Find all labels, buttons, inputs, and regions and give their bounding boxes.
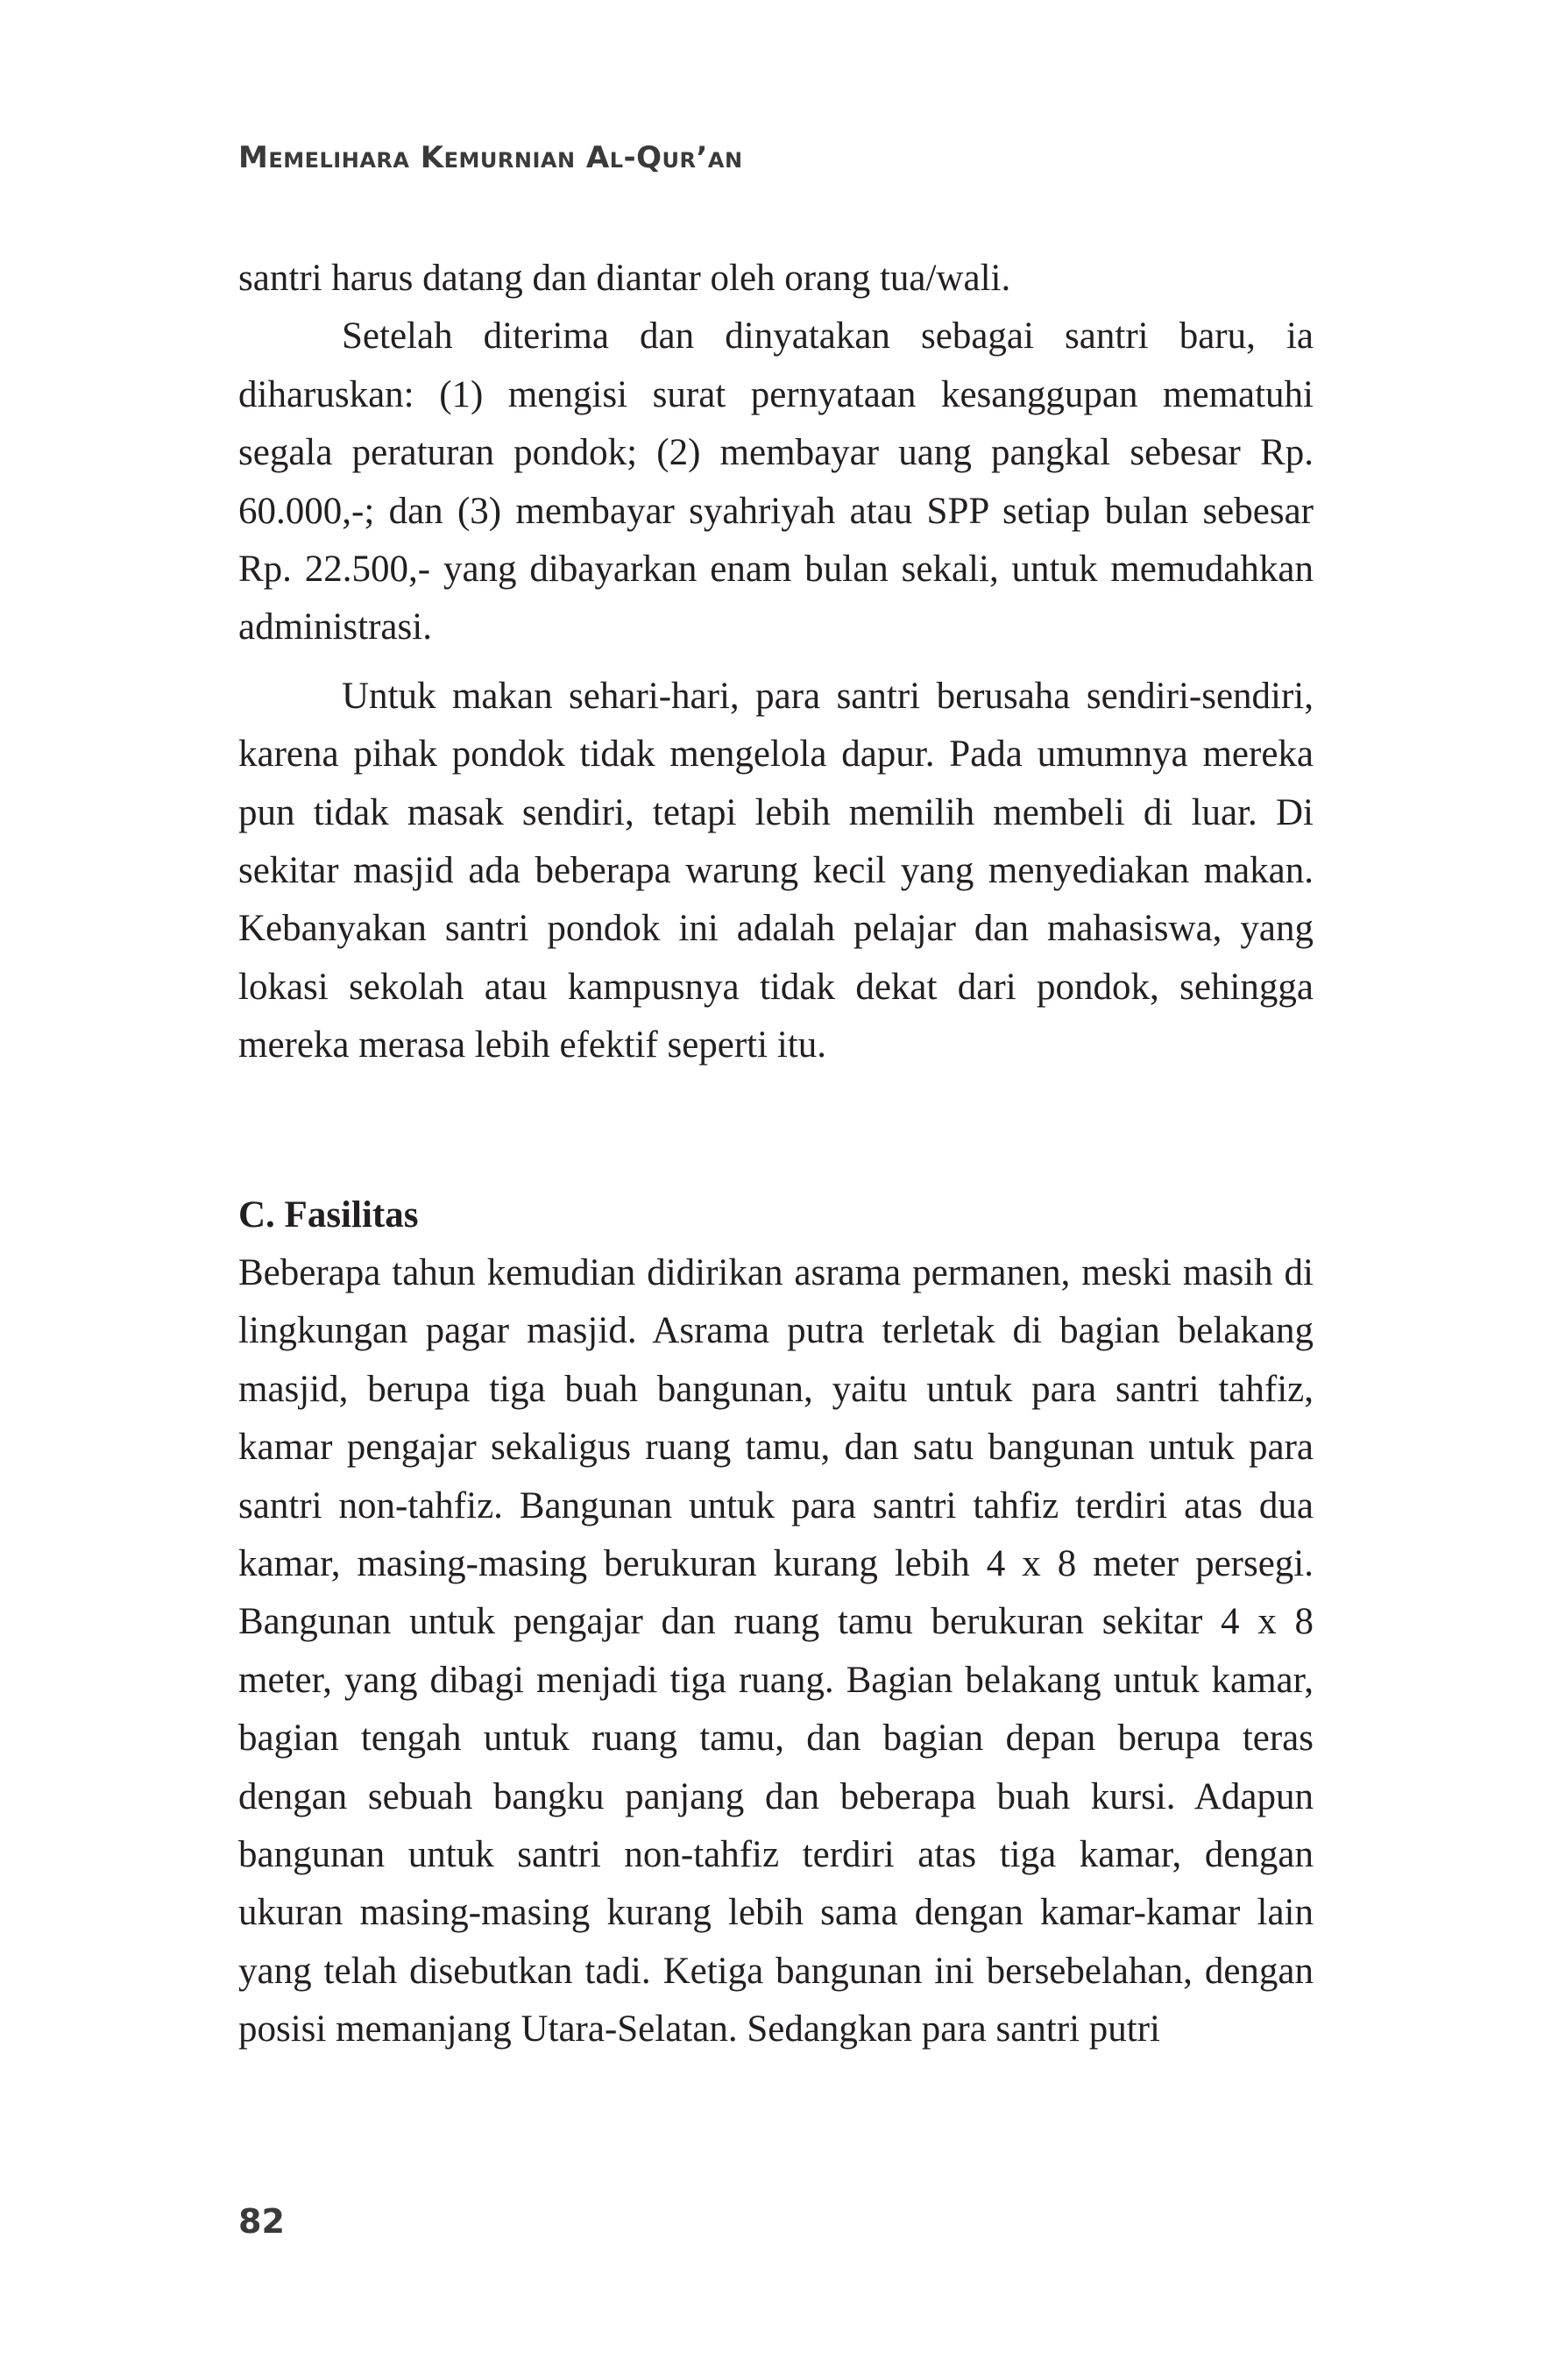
paragraph-continuation: santri harus datang dan diantar oleh orang tua/wali. bbox=[238, 258, 1011, 299]
paragraph-admission: Setelah diterima dan dinyatakan sebagai santri baru, ia diharuskan: (1) mengisi surat pernyataan kesanggupan mematuhi segala peraturan pondok; (2) membayar uang pangkal sebesar Rp. 60.000,-; dan (3) membayar syahriyah atau SPP setiap bulan sebesar Rp. 22.500,- yang dibayarkan enam bulan sekali, untuk memudahkan administrasi. bbox=[238, 315, 1314, 648]
running-head: Memelihara Kemurnian Al-Qur’an bbox=[238, 140, 743, 175]
page-number: 82 bbox=[238, 2202, 285, 2241]
body-text-top bbox=[238, 250, 1314, 1075]
paragraph-meals: Untuk makan sehari-hari, para santri berusaha sendiri-sendiri, karena pihak pondok tidak mengelola dapur. Pada umumnya mereka pun tidak masak sendiri, tetapi lebih memilih membeli di luar. Di sekitar masjid ada beberapa warung kecil yang menyediakan makan. Kebanyakan santri pondok ini adalah pelajar dan mahasiswa, yang lokasi sekolah atau kampusnya tidak dekat dari pondok, sehingga mereka merasa lebih efektif seperti itu. bbox=[238, 675, 1314, 1066]
paragraph-facilities: Beberapa tahun kemudian didirikan asrama permanen, meski masih di lingkungan pagar masjid. Asrama putra terletak di bagian belakang masjid, berupa tiga buah bangunan, yaitu untuk para santri tahfiz, kamar pengajar sekaligus ruang tamu, dan satu bangunan untuk para santri non-tahfiz. Bangunan untuk para santri tahfiz terdiri atas dua kamar, masing-masing berukuran kurang lebih 4 x 8 meter persegi. Bangunan untuk pengajar dan ruang tamu berukuran sekitar 4 x 8 meter, yang dibagi menjadi tiga ruang. Bagian belakang untuk kamar, bagian tengah untuk ruang tamu, dan bagian depan berupa teras dengan sebuah bangku panjang dan beberapa buah kursi. Adapun bangunan untuk santri non-tahfiz terdiri atas tiga kamar, dengan ukuran masing-masing kurang lebih sama dengan kamar-kamar lain yang telah disebutkan tadi. Ketiga bangunan ini bersebelahan, dengan posisi memanjang Utara-Selatan. Sedangkan para santri putri bbox=[238, 1252, 1314, 2051]
body-text-section bbox=[238, 1244, 1314, 2059]
section-heading: C. Fasilitas bbox=[238, 1194, 419, 1236]
